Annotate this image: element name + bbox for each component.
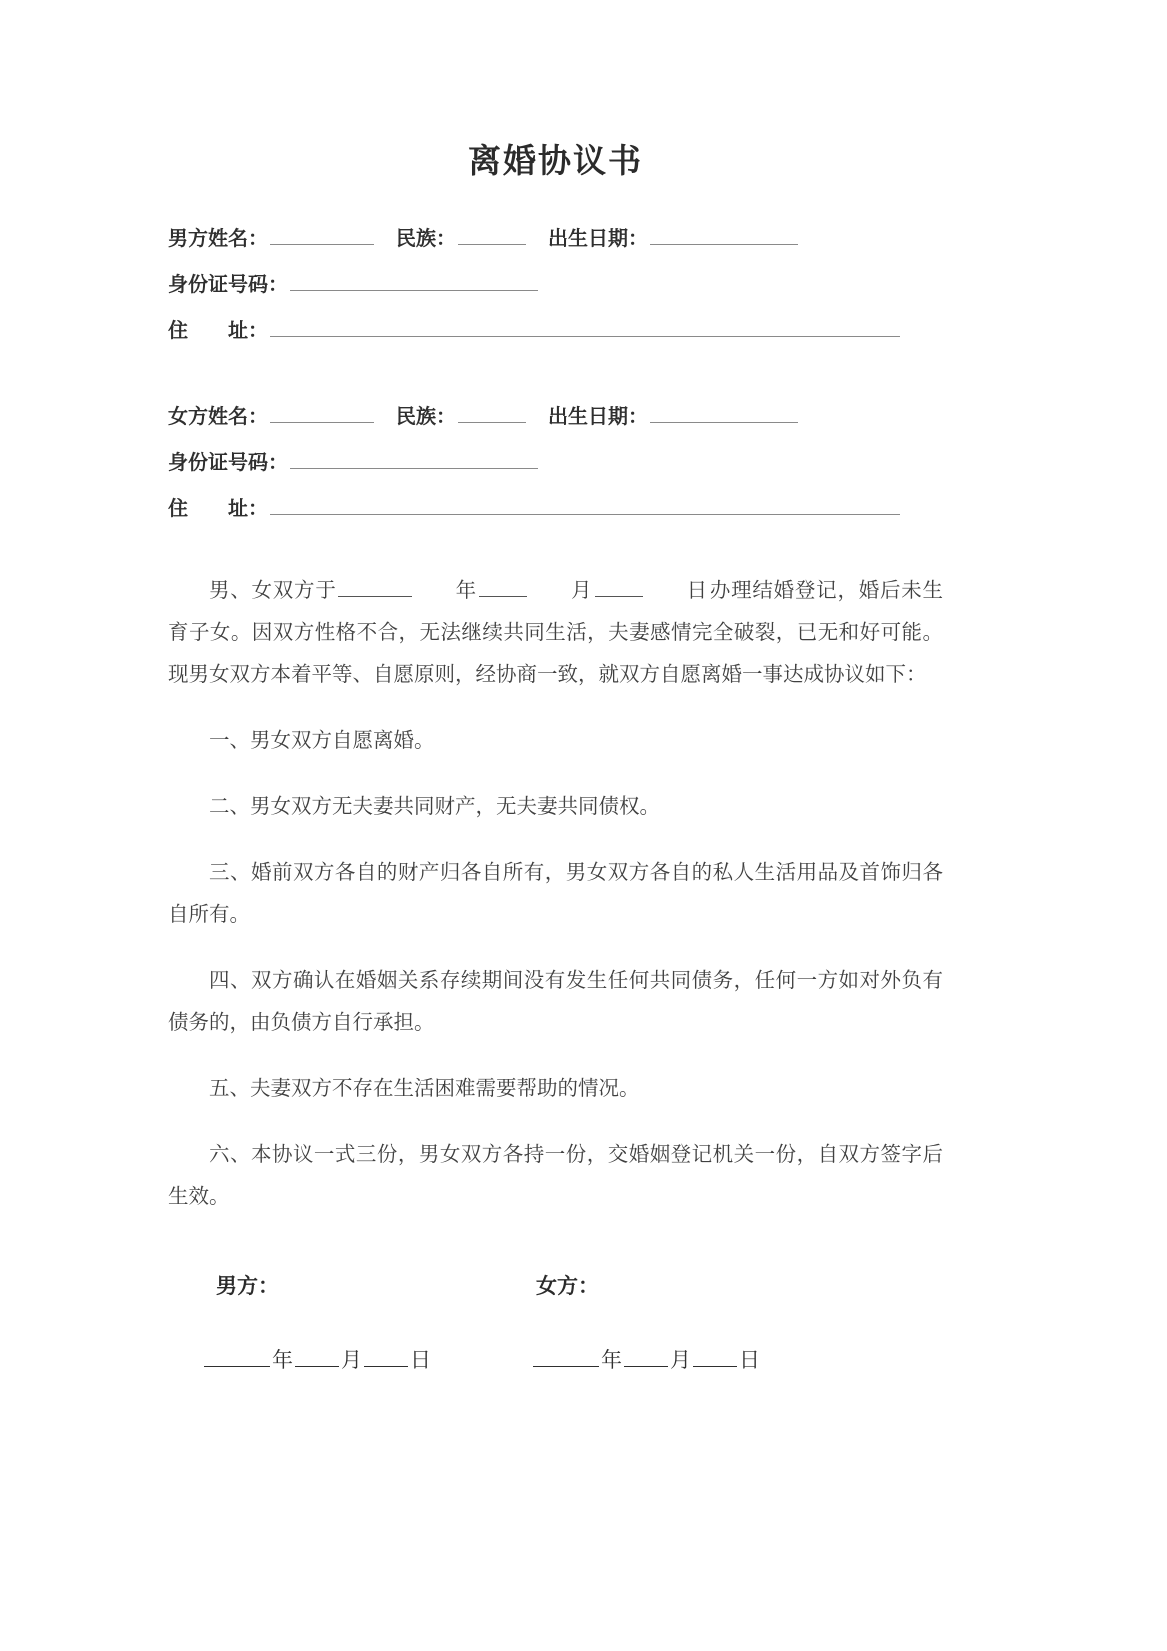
male-birthdate-input[interactable]: [650, 224, 798, 245]
intro-text-after: 办理结婚登记，婚后未生育子女。因双方性格不合，无法继续共同生活，夫妻感情完全破裂，已无和好可能。现男女双方本着平等、自愿原则，经协商一致，就双方自愿离婚一事达成协议如下：: [168, 580, 944, 686]
female-day-unit-label: 日: [739, 1348, 760, 1372]
day-unit-label: 日: [686, 580, 708, 602]
marriage-day-input[interactable]: [595, 575, 643, 597]
female-sign-month-input[interactable]: [624, 1345, 668, 1367]
clause-3: 三、婚前双方各自的财产归各自所有，男女双方各自的私人生活用品及首饰归各自所有。: [168, 862, 943, 926]
male-sign-day-input[interactable]: [364, 1345, 408, 1367]
clause-4: 四、双方确认在婚姻关系存续期间没有发生任何共同债务，任何一方如对外负有债务的，由负债方自行承担。: [168, 970, 943, 1034]
male-address-row: [168, 308, 943, 354]
marriage-month-input[interactable]: [479, 575, 527, 597]
female-birthdate-label: 出生日期：: [548, 406, 648, 428]
female-birthdate-input[interactable]: [650, 402, 798, 423]
month-unit-label: 月: [571, 580, 592, 602]
intro-paragraph: [168, 570, 943, 696]
male-ethnicity-input[interactable]: [458, 224, 526, 245]
male-birthdate-label: 出生日期：: [548, 228, 648, 250]
female-id-label: 身份证号码：: [168, 452, 288, 474]
male-sign-year-input[interactable]: [204, 1345, 270, 1367]
male-ethnicity-label: 民族：: [396, 228, 456, 250]
clause-6: 六、本协议一式三份，男女双方各持一份，交婚姻登记机关一份，自双方签字后生效。: [168, 1144, 943, 1208]
female-id-row: [168, 440, 943, 486]
male-address-label: 住 址：: [168, 320, 268, 342]
male-month-unit-label: 月: [341, 1348, 362, 1372]
female-ethnicity-input[interactable]: [458, 402, 526, 423]
female-year-unit-label: 年: [601, 1348, 622, 1372]
male-name-row: [168, 216, 943, 262]
female-name-row: [168, 394, 943, 440]
female-name-input[interactable]: [270, 402, 374, 423]
male-id-label: 身份证号码：: [168, 274, 288, 296]
female-address-row: [168, 486, 943, 532]
female-ethnicity-label: 民族：: [396, 406, 456, 428]
intro-text-before: 男、女双方于: [209, 580, 337, 602]
female-address-input[interactable]: [270, 494, 900, 515]
male-year-unit-label: 年: [272, 1348, 293, 1372]
signature-row: [168, 1270, 943, 1304]
male-name-input[interactable]: [270, 224, 374, 245]
male-signature-label: 男方：: [216, 1275, 279, 1298]
signature-date-row: [168, 1344, 943, 1380]
male-id-input[interactable]: [290, 270, 538, 291]
female-sign-year-input[interactable]: [533, 1345, 599, 1367]
female-date-group: [533, 1344, 762, 1374]
female-month-unit-label: 月: [670, 1348, 691, 1372]
clause-1: 一、男女双方自愿离婚。: [209, 730, 435, 752]
clause-5: 五、夫妻双方不存在生活困难需要帮助的情况。: [209, 1078, 640, 1100]
female-address-label: 住 址：: [168, 498, 268, 520]
male-id-row: [168, 262, 943, 308]
female-id-input[interactable]: [290, 448, 538, 469]
male-sign-month-input[interactable]: [295, 1345, 339, 1367]
male-address-input[interactable]: [270, 316, 900, 337]
male-day-unit-label: 日: [410, 1348, 431, 1372]
female-sign-day-input[interactable]: [693, 1345, 737, 1367]
page-title: 离婚协议书: [468, 142, 643, 179]
female-party-section: [168, 394, 943, 532]
male-party-section: [168, 216, 943, 354]
male-name-label: 男方姓名：: [168, 228, 268, 250]
clause-2: 二、男女双方无夫妻共同财产，无夫妻共同债权。: [209, 796, 660, 818]
marriage-year-input[interactable]: [338, 575, 412, 597]
year-unit-label: 年: [455, 580, 477, 602]
document-content: [168, 0, 943, 1380]
female-name-label: 女方姓名：: [168, 406, 268, 428]
male-date-group: [204, 1344, 433, 1374]
female-signature-label: 女方：: [536, 1275, 599, 1298]
